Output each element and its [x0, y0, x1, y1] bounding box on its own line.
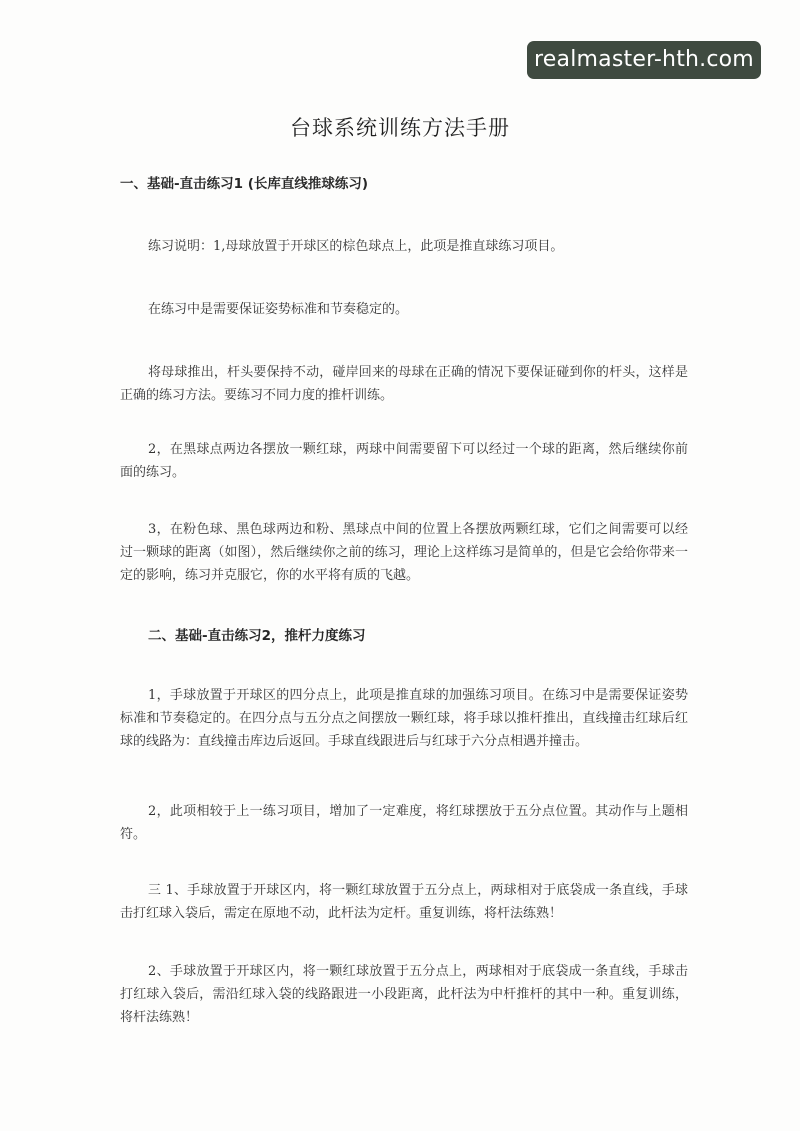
watermark-badge: realmaster-hth.com — [527, 41, 761, 79]
section1-heading: 一、基础-直击练习1 (长库直线推球练习) — [120, 176, 369, 192]
section1-paragraph-5: 3，在粉色球、黑色球两边和粉、黑球点中间的位置上各摆放两颗红球，它们之间需要可以经过一颗球的距离（如图），然后继续你之前的练习，理论上这样练习是简单的，但是它会给你带来一定的影响，练习并克服它，你的水平将有质的飞越。 — [120, 522, 688, 583]
section1-paragraph-3: 将母球推出，杆头要保持不动，碰岸回来的母球在正确的情况下要保证碰到你的杆头，这样是正确的练习方法。要练习不同力度的推杆训练。 — [120, 365, 688, 403]
document-title: 台球系统训练方法手册 — [290, 116, 510, 140]
section2-paragraph-2: 2，此项相较于上一练习项目，增加了一定难度，将红球摆放于五分点位置。其动作与上题相符。 — [120, 804, 688, 842]
section3-paragraph-2: 2、手球放置于开球区内，将一颗红球放置于五分点上，两球相对于底袋成一条直线，手球击打红球入袋后，需沿红球入袋的线路跟进一小段距离，此杆法为中杆推杆的其中一种。重复训练，将杆法练熟！ — [120, 964, 688, 1025]
section1-paragraph-4: 2，在黑球点两边各摆放一颗红球，两球中间需要留下可以经过一个球的距离，然后继续你前面的练习。 — [120, 442, 688, 480]
section1-paragraph-1: 练习说明：1,母球放置于开球区的棕色球点上，此项是推直球练习项目。 — [148, 239, 564, 254]
section2-heading: 二、基础-直击练习2，推杆力度练习 — [148, 628, 366, 644]
section3-paragraph-1: 三 1、手球放置于开球区内，将一颗红球放置于五分点上，两球相对于底袋成一条直线，手球击打红球入袋后，需定在原地不动，此杆法为定杆。重复训练，将杆法练熟！ — [120, 883, 688, 921]
section1-paragraph-2: 在练习中是需要保证姿势标准和节奏稳定的。 — [148, 302, 409, 317]
section2-paragraph-1: 1，手球放置于开球区的四分点上，此项是推直球的加强练习项目。在练习中是需要保证姿势标准和节奏稳定的。在四分点与五分点之间摆放一颗红球，将手球以推杆推出，直线撞击红球后红球的线路为：直线撞击库边后返回。手球直线跟进后与红球于六分点相遇并撞击。 — [120, 688, 688, 749]
